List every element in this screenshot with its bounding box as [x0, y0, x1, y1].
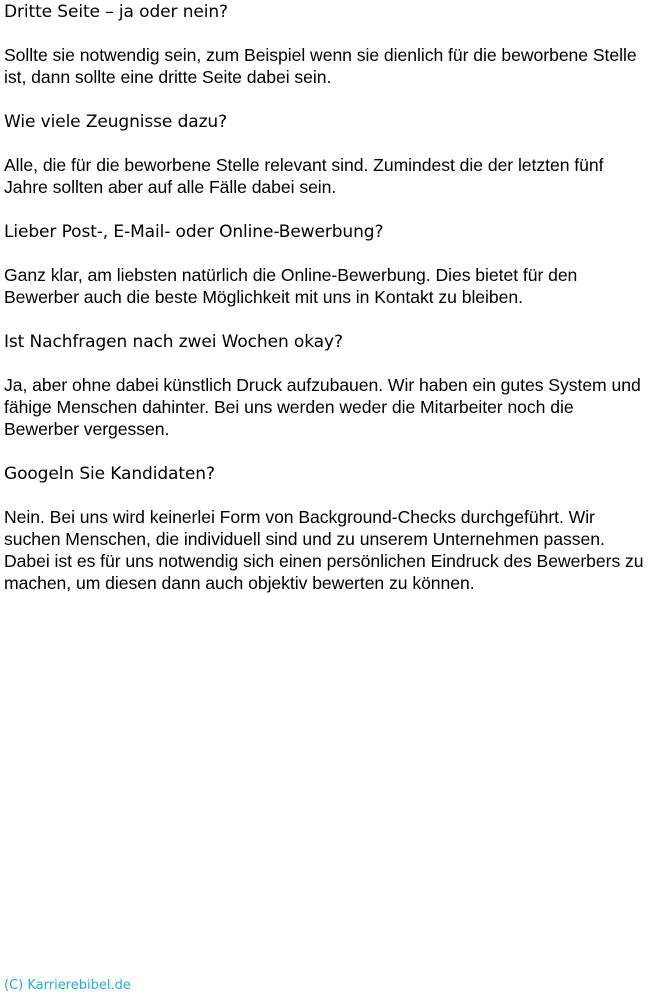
faq-question: Dritte Seite – ja oder nein?	[4, 2, 228, 22]
faq-item	[4, 330, 650, 440]
faq-item	[4, 0, 650, 88]
faq-question: Lieber Post-, E-Mail- oder Online-Bewerbung?	[4, 222, 384, 242]
faq-item	[4, 110, 650, 198]
faq-item	[4, 220, 650, 308]
faq-answer: Ganz klar, am liebsten natürlich die Online-Bewerbung. Dies bietet für den Bewerber auch die beste Möglichkeit mit uns in Kontakt zu bleiben.	[4, 265, 578, 307]
faq-item	[4, 462, 650, 594]
faq-answer: Nein. Bei uns wird keinerlei Form von Background-Checks durchgeführt. Wir suchen Menschen, die individuell sind und zu unserem Unternehmen passen. Dabei ist es für uns notwendig sich einen persönlichen Eindruck des Bewerbers zu machen, um diesen dann auch objektiv bewerten zu können.	[4, 507, 644, 593]
faq-answer: Ja, aber ohne dabei künstlich Druck aufzubauen. Wir haben ein gutes System und fähige Menschen dahinter. Bei uns werden weder die Mitarbeiter noch die Bewerber vergessen.	[4, 375, 641, 439]
faq-answer: Alle, die für die beworbene Stelle relevant sind. Zumindest die der letzten fünf Jahre sollten aber auf alle Fälle dabei sein.	[4, 155, 604, 197]
faq-content	[4, 0, 650, 616]
faq-answer: Sollte sie notwendig sein, zum Beispiel wenn sie dienlich für die beworbene Stelle ist, dann sollte eine dritte Seite dabei sein.	[4, 45, 637, 87]
faq-question: Ist Nachfragen nach zwei Wochen okay?	[4, 332, 343, 352]
faq-question: Wie viele Zeugnisse dazu?	[4, 112, 228, 132]
faq-question: Googeln Sie Kandidaten?	[4, 464, 215, 484]
copyright-footer: (C) Karrierebibel.de	[4, 978, 131, 993]
